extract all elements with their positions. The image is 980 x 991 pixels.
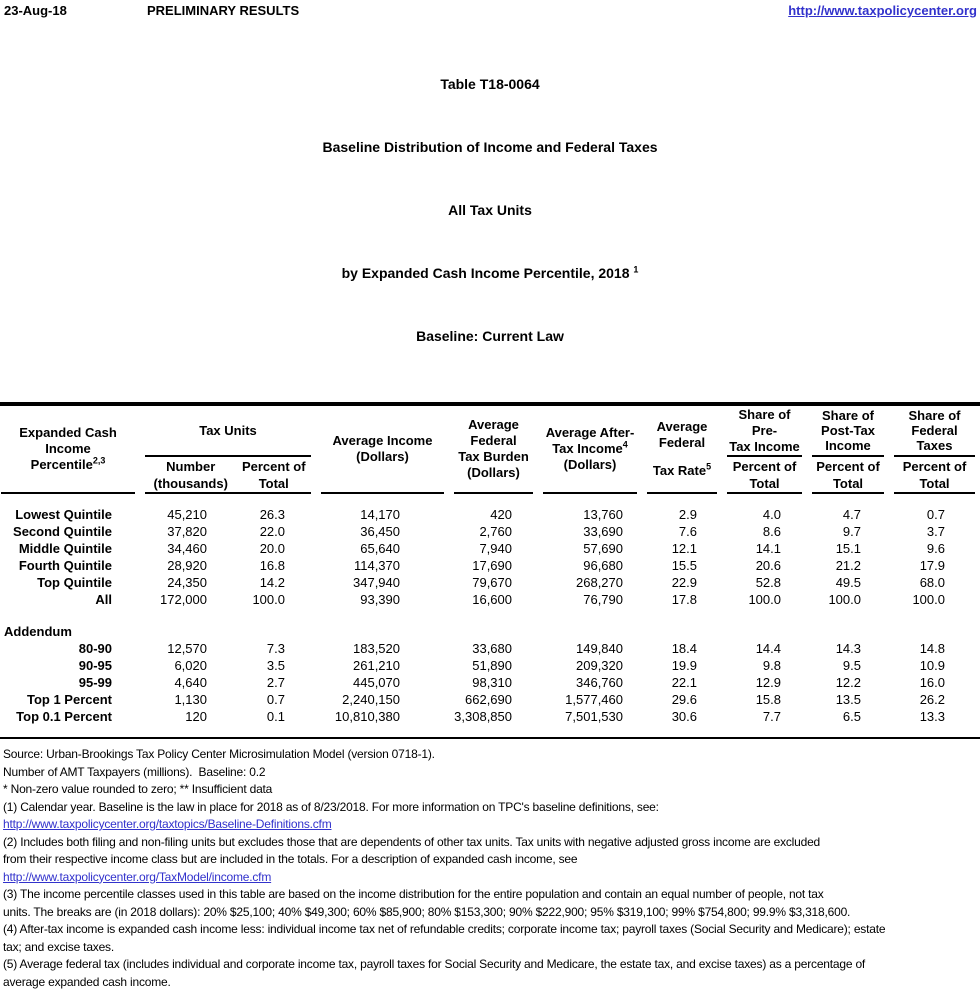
footnote-line [3,869,980,887]
title-line-percentile: by Expanded Cash Income Percentile, 2018 $^1$ [0,263,980,284]
data-cell: 22.1 [642,674,722,691]
data-cell: 96,680 [538,557,642,574]
data-cell: 14.8 [889,640,980,657]
data-cell: 12.9 [722,674,807,691]
title-line-all-tax-units: All Tax Units [0,200,980,221]
data-cell: 0.7 [237,691,316,708]
data-cell: 14.2 [237,574,316,591]
data-cell: 9.7 [807,523,889,540]
data-cell: 24,350 [140,574,237,591]
col-share-federal-taxes-header: Share of Federal Taxes Percent of Total [894,406,975,494]
data-cell: 33,680 [449,640,538,657]
data-cell: 68.0 [889,574,980,591]
col-avg-federal-tax-burden-header: Average Federal Tax Burden (Dollars) [454,406,533,494]
data-cell: 7.3 [237,640,316,657]
col-number-header: Number (thousands) [145,457,236,492]
data-cell: 445,070 [316,674,449,691]
data-cell: 13.3 [889,708,980,725]
data-cell: 15.1 [807,540,889,557]
row-label: Second Quintile [0,523,140,540]
data-cell: 4.0 [722,506,807,523]
data-cell: 9.8 [722,657,807,674]
addendum-label: Addendum [0,623,980,640]
data-cell: 12,570 [140,640,237,657]
header-superscript: 4 [623,440,628,450]
col-share-posttax-income-header: Share of Post-Tax Income Percent of Total [812,406,884,494]
title-line-table-number: Table T18-0064 [0,74,980,95]
header-body-gap [0,494,980,506]
data-cell: 65,640 [316,540,449,557]
footnote-link[interactable]: http://www.taxpolicycenter.org/taxtopics/Baseline-Definitions.cfm [3,817,332,831]
data-cell: 34,460 [140,540,237,557]
col-share-pretax-income-header: Share of Pre- Tax Income Percent of Total [727,406,802,494]
data-cell: 16.8 [237,557,316,574]
data-cell: 8.6 [722,523,807,540]
data-cell: 98,310 [449,674,538,691]
data-cell: 7,940 [449,540,538,557]
data-cell: 209,320 [538,657,642,674]
col-average-income-header: Average Income (Dollars) [321,406,444,494]
row-label: Top 0.1 Percent [0,708,140,725]
preliminary-results-label: PRELIMINARY RESULTS [147,3,299,18]
data-cell: 18.4 [642,640,722,657]
data-cell: 15.8 [722,691,807,708]
data-cell: 14.1 [722,540,807,557]
data-cell: 6,020 [140,657,237,674]
data-cell: 57,690 [538,540,642,557]
data-cell: 21.2 [807,557,889,574]
data-cell: 51,890 [449,657,538,674]
data-cell: 2,760 [449,523,538,540]
data-cell: 20.6 [722,557,807,574]
data-cell: 2.9 [642,506,722,523]
data-cell: 22.0 [237,523,316,540]
data-cell: 33,690 [538,523,642,540]
footnote-line: (3) The income percentile classes used in this table are based on the income distribution for the entire population and contain an equal number of people, not tax [3,886,980,904]
data-cell: 19.9 [642,657,722,674]
row-label: 80-90 [0,640,140,657]
table-title-block [0,32,980,389]
header-superscript: 5 [706,462,711,472]
data-cell: 76,790 [538,591,642,608]
data-cell: 4.7 [807,506,889,523]
data-cell: 30.6 [642,708,722,725]
site-url-link[interactable]: http://www.taxpolicycenter.org [788,3,977,18]
footnotes-block [0,746,980,991]
data-cell: 7.6 [642,523,722,540]
data-cell: 3.7 [889,523,980,540]
title-line-distribution: Baseline Distribution of Income and Federal Taxes [0,137,980,158]
footnote-line [3,816,980,834]
data-cell: 9.6 [889,540,980,557]
data-cell: 14.3 [807,640,889,657]
footnote-line: Source: Urban-Brookings Tax Policy Center Microsimulation Model (version 0718-1). [3,746,980,764]
col-percent-total-header: Percent of Total [236,457,311,492]
data-cell: 79,670 [449,574,538,591]
footnote-line: tax; and excise taxes. [3,939,980,957]
data-cell: 100.0 [722,591,807,608]
col-avg-federal-tax-rate-header: Average Federal Tax Rate$^5$ [647,406,717,494]
footnote-line: (2) Includes both filing and non-filing units but excludes those that are dependents of other tax units. Tax units with negative adjusted gross income are excluded [3,834,980,852]
data-cell: 4,640 [140,674,237,691]
data-cell: 114,370 [316,557,449,574]
data-cell: 17.8 [642,591,722,608]
footnote-line: (5) Average federal tax (includes individual and corporate income tax, payroll taxes for Social Security and Medicare, the estate tax, and excise taxes) as a percentage of [3,956,980,974]
footnote-line: units. The breaks are (in 2018 dollars): 20% $25,100; 40% $49,300; 60% $85,900; 80% $153,300; 90% $222,900; 95% $319,100; 99% $754,800; 99.9% $3,318,600. [3,904,980,922]
footnote-line: average expanded cash income. [3,974,980,991]
footnote-line: (4) After-tax income is expanded cash income less: individual income tax net of refundable credits; corporate income tax; payroll taxes (Social Security and Medicare); estate [3,921,980,939]
data-cell: 22.9 [642,574,722,591]
data-cell: 347,940 [316,574,449,591]
data-cell: 3.5 [237,657,316,674]
data-cell: 100.0 [889,591,980,608]
row-label: Top 1 Percent [0,691,140,708]
footnote-line: * Non-zero value rounded to zero; ** Insufficient data [3,781,980,799]
data-cell: 3,308,850 [449,708,538,725]
tax-units-group-label: Tax Units [145,406,311,457]
row-label: Fourth Quintile [0,557,140,574]
top-bar [0,0,980,20]
title-line-baseline: Baseline: Current Law [0,326,980,347]
data-cell: 662,690 [449,691,538,708]
header-superscript: 2,3 [93,456,106,466]
data-cell: 26.2 [889,691,980,708]
data-cell: 12.1 [642,540,722,557]
data-cell: 120 [140,708,237,725]
data-cell: 16.0 [889,674,980,691]
data-cell: 100.0 [237,591,316,608]
data-cell: 28,920 [140,557,237,574]
data-cell: 6.5 [807,708,889,725]
distribution-table [0,406,980,739]
col-income-percentile-header: Expanded Cash Income Percentile$^{2,3}$ [1,406,135,494]
row-label: Lowest Quintile [0,506,140,523]
data-cell: 12.2 [807,674,889,691]
data-cell: 1,577,460 [538,691,642,708]
data-cell: 13,760 [538,506,642,523]
data-cell: 14,170 [316,506,449,523]
data-cell: 183,520 [316,640,449,657]
data-cell: 20.0 [237,540,316,557]
data-cell: 10.9 [889,657,980,674]
data-cell: 13.5 [807,691,889,708]
data-cell: 10,810,380 [316,708,449,725]
data-cell: 0.1 [237,708,316,725]
footnote-line: from their respective income class but are included in the totals. For a description of expanded cash income, see [3,851,980,869]
data-cell: 149,840 [538,640,642,657]
data-cell: 9.5 [807,657,889,674]
data-cell: 172,000 [140,591,237,608]
footnote-link[interactable]: http://www.taxpolicycenter.org/TaxModel/income.cfm [3,870,271,884]
data-cell: 268,270 [538,574,642,591]
date-label: 23-Aug-18 [4,3,67,18]
footnote-line: Number of AMT Taxpayers (millions). Baseline: 0.2 [3,764,980,782]
data-cell: 16,600 [449,591,538,608]
data-cell: 0.7 [889,506,980,523]
row-label: 90-95 [0,657,140,674]
col-tax-units-group-header [145,406,311,494]
data-cell: 420 [449,506,538,523]
data-cell: 52.8 [722,574,807,591]
col-avg-after-tax-income-header: Average After- Tax Income$^4$ (Dollars) [543,406,637,494]
data-cell: 36,450 [316,523,449,540]
data-cell: 14.4 [722,640,807,657]
title-superscript: 1 [633,264,638,274]
data-cell: 93,390 [316,591,449,608]
data-cell: 17.9 [889,557,980,574]
data-cell: 17,690 [449,557,538,574]
section-spacer [0,608,980,623]
data-cell: 29.6 [642,691,722,708]
data-cell: 15.5 [642,557,722,574]
data-cell: 100.0 [807,591,889,608]
data-cell: 346,760 [538,674,642,691]
row-label: All [0,591,140,608]
data-cell: 49.5 [807,574,889,591]
data-cell: 1,130 [140,691,237,708]
row-label: Middle Quintile [0,540,140,557]
data-cell: 261,210 [316,657,449,674]
data-cell: 2,240,150 [316,691,449,708]
row-label: 95-99 [0,674,140,691]
footnote-line: (1) Calendar year. Baseline is the law in place for 2018 as of 8/23/2018. For more information on TPC's baseline definitions, see: [3,799,980,817]
row-label: Top Quintile [0,574,140,591]
data-cell: 7.7 [722,708,807,725]
data-cell: 2.7 [237,674,316,691]
data-cell: 45,210 [140,506,237,523]
data-cell: 37,820 [140,523,237,540]
data-cell: 26.3 [237,506,316,523]
data-cell: 7,501,530 [538,708,642,725]
